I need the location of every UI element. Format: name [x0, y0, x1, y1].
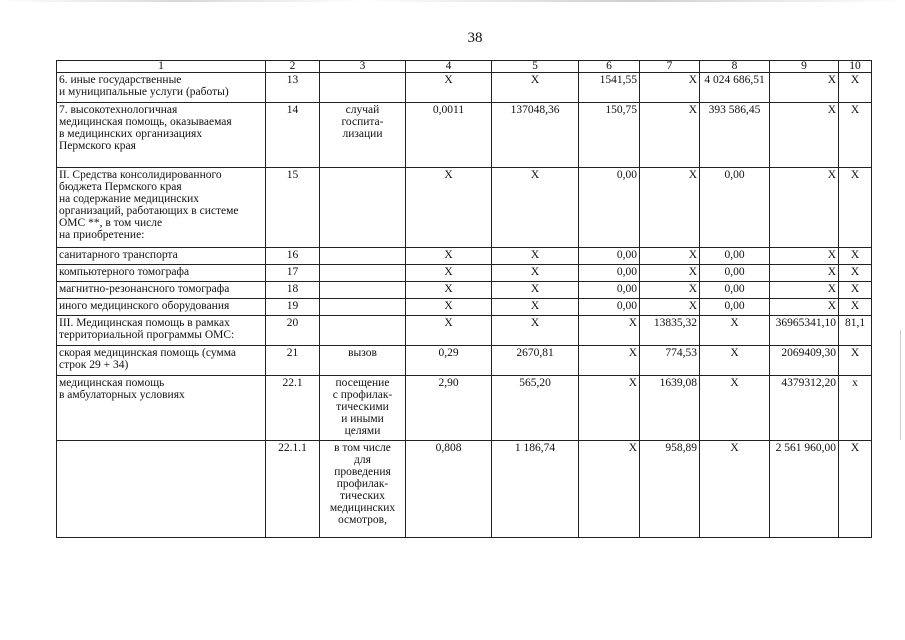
cell-col-7: X: [640, 282, 700, 299]
cell-col-9: 36965341,10: [770, 316, 839, 346]
cell-col-5: X: [492, 248, 579, 265]
cell-col-10: 81,1: [839, 316, 872, 346]
cell-col-8: 0,00: [700, 168, 770, 248]
column-number-8: 8: [700, 61, 770, 73]
cell-col-9: 4379312,20: [770, 376, 839, 441]
cell-col-5: 565,20: [492, 376, 579, 441]
row-label: 7. высокотехнологичная медицинская помощь, оказываемая в медицинских организациях Пермского края: [57, 103, 266, 168]
cell-col-7: X: [640, 168, 700, 248]
cell-col-7: X: [640, 103, 700, 168]
row-label: [57, 441, 266, 538]
column-number-4: 4: [406, 61, 492, 73]
cell-col-2: 18: [266, 282, 320, 299]
column-number-6: 6: [579, 61, 640, 73]
cell-col-7: 774,53: [640, 346, 700, 376]
cell-col-8: 4 024 686,51: [700, 73, 770, 103]
cell-col-4: 0,0011: [406, 103, 492, 168]
cell-col-6: 0,00: [579, 282, 640, 299]
cell-col-9: X: [770, 168, 839, 248]
cell-col-6: 0,00: [579, 299, 640, 316]
cell-col-9: X: [770, 103, 839, 168]
table-row: [57, 73, 872, 103]
cell-col-4: X: [406, 316, 492, 346]
cell-col-3: посещение с профилак- тическими и иными целями: [320, 376, 406, 441]
cell-col-6: 0,00: [579, 168, 640, 248]
cell-col-5: X: [492, 265, 579, 282]
column-number-2: 2: [266, 61, 320, 73]
cell-col-3: [320, 316, 406, 346]
cell-col-3: [320, 299, 406, 316]
cell-col-10: X: [839, 441, 872, 538]
cell-col-9: X: [770, 73, 839, 103]
cell-col-6: X: [579, 441, 640, 538]
cell-col-6: 1541,55: [579, 73, 640, 103]
cell-col-3: [320, 248, 406, 265]
cell-col-10: X: [839, 248, 872, 265]
scan-edge-mark: [900, 330, 901, 440]
cell-col-6: 0,00: [579, 265, 640, 282]
row-label: III. Медицинская помощь в рамках территориальной программы ОМС:: [57, 316, 266, 346]
cell-col-4: X: [406, 248, 492, 265]
cell-col-5: 137048,36: [492, 103, 579, 168]
cell-col-6: X: [579, 346, 640, 376]
row-label: 6. иные государственные и муниципальные услуги (работы): [57, 73, 266, 103]
cell-col-8: 0,00: [700, 282, 770, 299]
cell-col-5: X: [492, 73, 579, 103]
cell-col-5: X: [492, 299, 579, 316]
cell-col-9: X: [770, 299, 839, 316]
column-number-1: 1: [57, 61, 266, 73]
cell-col-3: [320, 168, 406, 248]
scan-top-edge: [0, 0, 905, 2]
column-number-5: 5: [492, 61, 579, 73]
column-number-3: 3: [320, 61, 406, 73]
table-row: [57, 103, 872, 168]
cell-col-8: X: [700, 346, 770, 376]
cell-col-5: 1 186,74: [492, 441, 579, 538]
table-row: [57, 248, 872, 265]
cell-col-2: 16: [266, 248, 320, 265]
budget-table: [56, 60, 872, 538]
cell-col-6: X: [579, 316, 640, 346]
row-label: скорая медицинская помощь (сумма строк 29 + 34): [57, 346, 266, 376]
page-number: 38: [467, 30, 483, 46]
cell-col-2: 19: [266, 299, 320, 316]
cell-col-6: X: [579, 376, 640, 441]
column-number-10: 10: [839, 61, 872, 73]
cell-col-2: 22.1: [266, 376, 320, 441]
cell-col-3: [320, 73, 406, 103]
column-number-9: 9: [770, 61, 839, 73]
cell-col-4: X: [406, 282, 492, 299]
cell-col-9: 2 561 960,00: [770, 441, 839, 538]
table-row: [57, 168, 872, 248]
cell-col-8: X: [700, 376, 770, 441]
cell-col-4: 0,29: [406, 346, 492, 376]
column-number-7: 7: [640, 61, 700, 73]
cell-col-8: 0,00: [700, 248, 770, 265]
table-row: [57, 376, 872, 441]
cell-col-10: X: [839, 168, 872, 248]
cell-col-7: 1639,08: [640, 376, 700, 441]
cell-col-7: 958,89: [640, 441, 700, 538]
cell-col-4: X: [406, 265, 492, 282]
cell-col-10: X: [839, 73, 872, 103]
cell-col-7: X: [640, 265, 700, 282]
cell-col-4: X: [406, 73, 492, 103]
cell-col-8: 0,00: [700, 265, 770, 282]
cell-col-6: 150,75: [579, 103, 640, 168]
cell-col-8: X: [700, 316, 770, 346]
cell-col-2: 21: [266, 346, 320, 376]
row-label: магнитно-резонансного томографа: [57, 282, 266, 299]
cell-col-2: 22.1.1: [266, 441, 320, 538]
row-label: медицинская помощь в амбулаторных условиях: [57, 376, 266, 441]
table-row: [57, 441, 872, 538]
row-label: санитарного транспорта: [57, 248, 266, 265]
cell-col-4: 2,90: [406, 376, 492, 441]
cell-col-10: X: [839, 103, 872, 168]
table-row: [57, 316, 872, 346]
cell-col-5: X: [492, 316, 579, 346]
table-row: [57, 346, 872, 376]
cell-col-7: X: [640, 73, 700, 103]
cell-col-10: X: [839, 265, 872, 282]
cell-col-9: 2069409,30: [770, 346, 839, 376]
cell-col-9: X: [770, 265, 839, 282]
cell-col-2: 15: [266, 168, 320, 248]
row-label: иного медицинского оборудования: [57, 299, 266, 316]
cell-col-7: X: [640, 248, 700, 265]
cell-col-8: X: [700, 441, 770, 538]
cell-col-5: X: [492, 168, 579, 248]
cell-col-3: вызов: [320, 346, 406, 376]
cell-col-7: X: [640, 299, 700, 316]
row-label: II. Средства консолидированного бюджета Пермского края на содержание медицинских организаций, работающих в системе ОМС **, в том числе на приобретение:: [57, 168, 266, 248]
cell-col-6: 0,00: [579, 248, 640, 265]
table-row: [57, 299, 872, 316]
cell-col-9: X: [770, 248, 839, 265]
cell-col-3: [320, 282, 406, 299]
cell-col-10: X: [839, 299, 872, 316]
cell-col-2: 13: [266, 73, 320, 103]
table-body: [57, 61, 872, 538]
cell-col-3: случай госпита- лизации: [320, 103, 406, 168]
column-number-row: [57, 61, 872, 73]
cell-col-2: 20: [266, 316, 320, 346]
cell-col-3: в том числе для проведения профилак- тических медицинских осмотров,: [320, 441, 406, 538]
cell-col-10: X: [839, 346, 872, 376]
cell-col-4: X: [406, 299, 492, 316]
cell-col-8: 0,00: [700, 299, 770, 316]
cell-col-9: X: [770, 282, 839, 299]
cell-col-8: 393 586,45: [700, 103, 770, 168]
cell-col-2: 14: [266, 103, 320, 168]
table-row: [57, 282, 872, 299]
row-label: компьютерного томографа: [57, 265, 266, 282]
cell-col-5: X: [492, 282, 579, 299]
cell-col-3: [320, 265, 406, 282]
cell-col-5: 2670,81: [492, 346, 579, 376]
cell-col-10: X: [839, 282, 872, 299]
cell-col-4: 0,808: [406, 441, 492, 538]
table-row: [57, 265, 872, 282]
cell-col-4: X: [406, 168, 492, 248]
cell-col-2: 17: [266, 265, 320, 282]
cell-col-10: x: [839, 376, 872, 441]
cell-col-7: 13835,32: [640, 316, 700, 346]
